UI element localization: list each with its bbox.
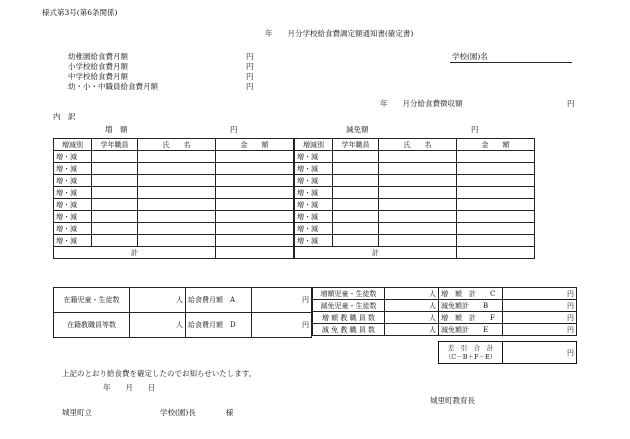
fee-label-junior-high: 中学校給食費月額 — [68, 72, 128, 81]
col-header: 金 額 — [216, 139, 294, 151]
increase-label: 増 額 — [105, 125, 128, 134]
row-type: 増・減 — [295, 211, 333, 223]
table-row — [54, 223, 294, 235]
fee-label-kindergarten: 幼稚園給食費月額 — [68, 52, 128, 61]
total-row — [54, 247, 294, 259]
increase-staff-label: 増 額 教 職 員 数 — [313, 312, 385, 324]
monthly-fee-d-label: 給食費月額 D — [186, 313, 252, 338]
document-title: 年 月分学校給食費調定額通知書(確定書) — [265, 29, 414, 38]
row-type: 増・減 — [54, 187, 92, 199]
decrease-unit: 円 — [471, 125, 479, 134]
col-header: 増減別 — [295, 139, 333, 151]
enrolled-students-label: 在籍児童・生徒数 — [54, 288, 130, 313]
row-type: 増・減 — [54, 151, 92, 163]
row-type: 増・減 — [295, 199, 333, 211]
total-row — [295, 247, 535, 259]
fee-label-staff: 幼・小・中職員給食費月額 — [68, 82, 158, 91]
row-type: 増・減 — [295, 175, 333, 187]
increase-unit: 円 — [230, 125, 238, 134]
total-label: 計 — [54, 247, 216, 259]
row-type: 増・減 — [295, 235, 333, 247]
increase-total-f-unit: 円 — [503, 312, 577, 324]
col-header: 学年職員 — [333, 139, 379, 151]
increase-students-label: 増額児童・生徒数 — [313, 288, 385, 300]
monthly-fee-d-unit: 円 — [252, 313, 312, 338]
decrease-students-label: 減免児童・生徒数 — [313, 300, 385, 312]
issue-date: 年 月 日 — [103, 383, 156, 392]
difference-total-box — [438, 341, 577, 364]
row-type: 増・減 — [54, 223, 92, 235]
monthly-fee-a-unit: 円 — [252, 288, 312, 313]
collection-label: 年 月分給食費徴収額 — [380, 99, 463, 108]
issuer: 城里町教育長 — [430, 396, 475, 405]
table-row — [54, 235, 294, 247]
decrease-total-b-unit: 円 — [503, 300, 577, 312]
fee-unit: 円 — [246, 82, 254, 91]
table-row — [54, 163, 294, 175]
col-header: 金 額 — [457, 139, 535, 151]
decrease-label: 減免額 — [346, 125, 369, 134]
difference-total-title: 差 引 合 計 — [447, 343, 494, 352]
total-label: 計 — [295, 247, 457, 259]
increase-staff-unit: 人 — [385, 312, 439, 324]
col-header: 氏 名 — [138, 139, 216, 151]
row-type: 増・減 — [295, 187, 333, 199]
table-row — [295, 151, 535, 163]
recipient: 学校(園)長 様 — [160, 408, 234, 417]
row-type: 増・減 — [295, 163, 333, 175]
increase-total-f-label: 増 額 計 F — [439, 312, 503, 324]
decrease-students-unit: 人 — [385, 300, 439, 312]
summary-table-left — [53, 287, 312, 338]
row-type: 増・減 — [54, 211, 92, 223]
confirmation-text: 上記のとおり給食費を確定したのでお知らせいたします。 — [62, 369, 257, 378]
enrolled-staff-label: 在籍教職員等数 — [54, 313, 130, 338]
row-type: 増・減 — [54, 235, 92, 247]
table-row — [54, 175, 294, 187]
table-row — [54, 187, 294, 199]
table-row — [295, 187, 535, 199]
difference-total-label — [439, 342, 503, 364]
decrease-staff-unit: 人 — [385, 324, 439, 336]
decrease-total-e-unit: 円 — [503, 324, 577, 336]
row-type: 増・減 — [54, 163, 92, 175]
school-name-underline — [450, 62, 572, 63]
increase-students-unit: 人 — [385, 288, 439, 300]
table-row — [54, 199, 294, 211]
decrease-total-b-label: 減免額計 B — [439, 300, 503, 312]
col-header: 増減別 — [54, 139, 92, 151]
school-name-label: 学校(園)名 — [452, 52, 488, 61]
table-row — [295, 235, 535, 247]
table-row — [295, 211, 535, 223]
increase-total-c-label: 増 額 計 C — [439, 288, 503, 300]
breakdown-title: 内 訳 — [53, 112, 76, 121]
detail-table-left — [53, 138, 294, 259]
enrolled-students-unit: 人 — [130, 288, 186, 313]
fee-unit: 円 — [246, 62, 254, 71]
row-type: 増・減 — [54, 199, 92, 211]
table-row — [295, 199, 535, 211]
enrolled-staff-unit: 人 — [130, 313, 186, 338]
recipient-town: 城里町立 — [62, 408, 92, 417]
monthly-fee-a-label: 給食費月額 A — [186, 288, 252, 313]
collection-unit: 円 — [567, 99, 575, 108]
col-header: 氏 名 — [379, 139, 457, 151]
decrease-staff-label: 減 免 教 職 員 数 — [313, 324, 385, 336]
row-type: 増・減 — [295, 223, 333, 235]
table-row — [54, 151, 294, 163]
table-row — [295, 163, 535, 175]
difference-total-formula: （C－B＋F－E） — [444, 352, 497, 361]
form-number: 様式第3号(第6条関係) — [42, 8, 118, 17]
table-row — [295, 223, 535, 235]
fee-unit: 円 — [246, 72, 254, 81]
fee-label-elementary: 小学校給食費月額 — [68, 62, 128, 71]
summary-table-right — [312, 287, 577, 336]
table-row — [54, 211, 294, 223]
difference-total-unit: 円 — [503, 342, 577, 364]
decrease-total-e-label: 減免額計 E — [439, 324, 503, 336]
table-row — [295, 175, 535, 187]
col-header: 学年職員 — [92, 139, 138, 151]
row-type: 増・減 — [54, 175, 92, 187]
row-type: 増・減 — [295, 151, 333, 163]
increase-total-c-unit: 円 — [503, 288, 577, 300]
fee-unit: 円 — [246, 52, 254, 61]
detail-table-right — [294, 138, 535, 259]
